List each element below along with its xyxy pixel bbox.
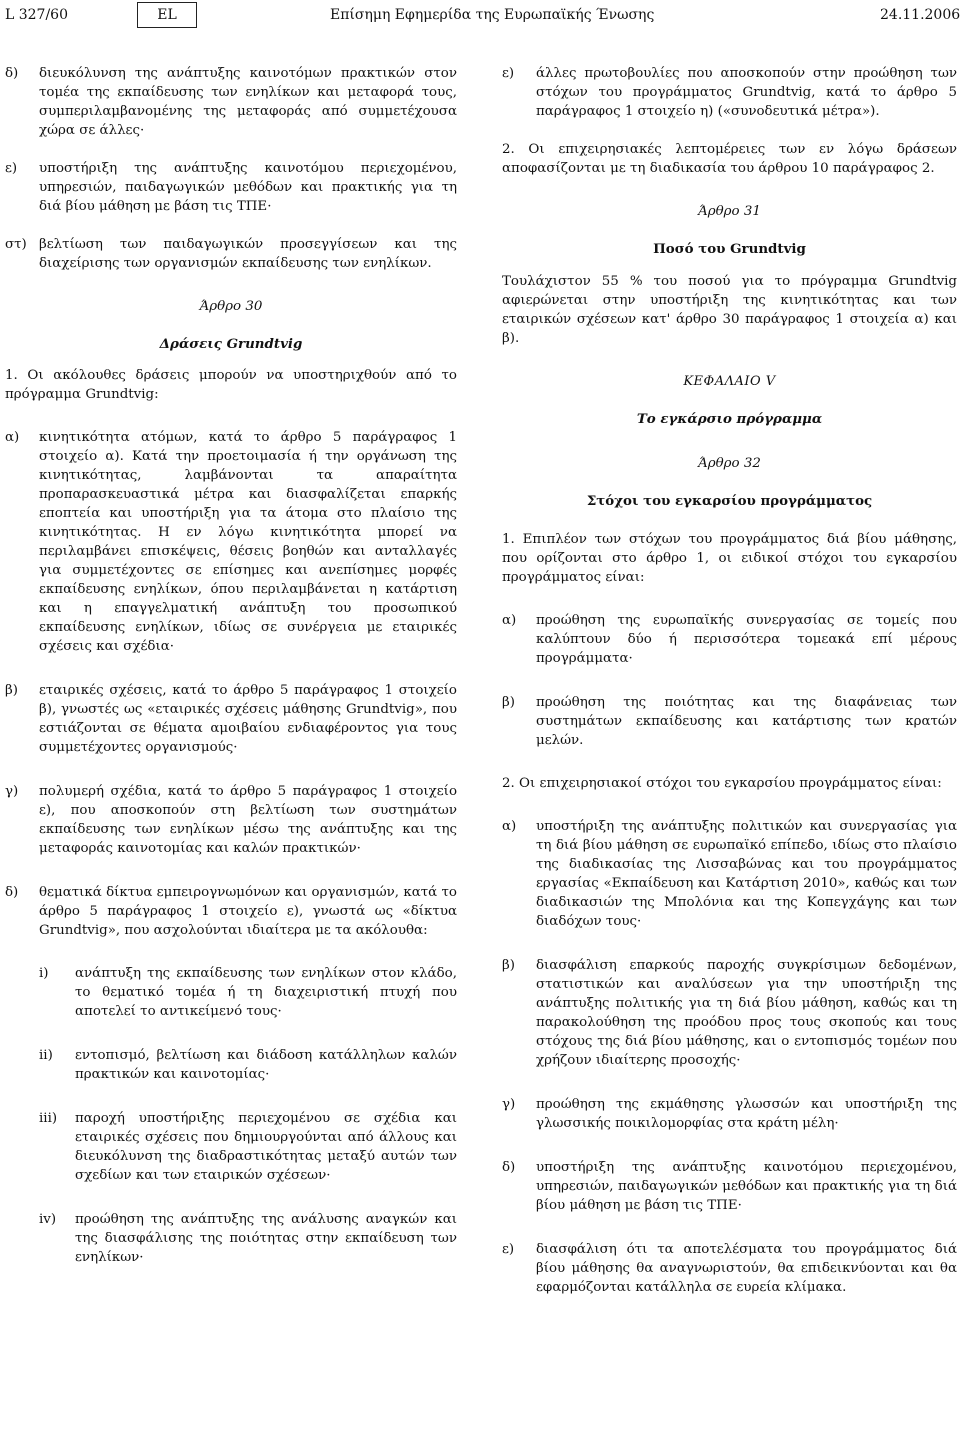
- sub-item-text: παροχή υποστήριξης περιεχομένου σε σχέδια και εταιρικές σχέσεις που δημιουργούνται από άλλους και διευκόλυνση της διαδραστικότητας μεταξύ αυτών των σχεδίων και των εταιρικών σχέσεων·: [75, 1111, 457, 1183]
- item-text: υποστήριξη της ανάπτυξης καινοτόμου περιεχομένου, υπηρεσιών, παιδαγωγικών μεθόδων και πρακτικής για τη διά βίου μάθηση με βάση τις ΤΠΕ·: [39, 161, 457, 214]
- item-label: δ): [5, 885, 19, 900]
- item-text: διευκόλυνση της ανάπτυξης καινοτόμων πρακτικών στον τομέα της εκπαίδευσης των ενηλίκων και μεταφορά τους, συμπεριλαμβανομένης της μεταφοράς από συμμετέχουσα χώρα σε άλλες·: [39, 66, 457, 138]
- item-label: α): [502, 613, 517, 628]
- article-30-heading: Άρθρο 30: [199, 299, 263, 314]
- item-label: β): [5, 683, 18, 698]
- left-column: [5, 64, 457, 1267]
- paragraph-31: Τουλάχιστον 55 % του ποσού για το πρόγραμμα Grundtvig αφιερώνεται στην υποστήριξη της κινητικότητας και των εταιρικών σχέσεων κατ' άρθρο 30 παράγραφος 1 στοιχεία α) και β).: [502, 274, 957, 346]
- item-text: πολυμερή σχέδια, κατά το άρθρο 5 παράγραφος 1 στοιχείο ε), που αποσκοπούν στη βελτίωση των συστημάτων εκπαίδευσης των ενηλίκων μέσω της ανάπτυξης και της μεταφοράς καινοτομίας και καλών πρακτικών·: [39, 784, 457, 856]
- journal-title: Επίσημη Εφημερίδα της Ευρωπαϊκής Ένωσης: [330, 7, 655, 23]
- item-label: γ): [502, 1097, 516, 1112]
- item-label: β): [502, 958, 515, 973]
- item-label: β): [502, 695, 515, 710]
- chapter-title: Το εγκάρσιο πρόγραμμα: [636, 411, 823, 427]
- article-32-heading: Άρθρο 32: [698, 456, 761, 471]
- item-text: υποστήριξη της ανάπτυξης καινοτόμου περιεχομένου, υπηρεσιών, παιδαγωγικών μεθόδων και πρακτικής για τη διά βίου μάθηση με βάση τις ΤΠΕ·: [536, 1160, 957, 1213]
- item-text: κινητικότητα ατόμων, κατά το άρθρο 5 παράγραφος 1 στοιχείο α). Κατά την προετοιμασία ή την οργάνωση της κινητικότητας, λαμβάνονται τα απαραίτητα προπαρασκευαστικά μέτρα και διασφαλίζεται επαρκής εποπτεία και υποστήριξη για τα άτομα στο πλαίσιο της κινητικότητας. Η εν λόγω κινητικότητα μπορεί να περιλαμβάνει επισκέψεις, θέσεις βοηθών και ανταλλαγές για συμμετέχοντες σε επίσημες και ανεπίσημες μορφές εκπαίδευσης ενηλίκων, όπου περιλαμβάνεται η κατάρτιση και η επαγγελματική ανάπτυξη του προσωπικού εκπαίδευσης ενηλίκων, ιδίως σε συνέργεια με εταιρικές σχέσεις και σχέδια·: [39, 430, 457, 654]
- paragraph-30-1: 1. Οι ακόλουθες δράσεις μπορούν να υποστηριχθούν από το πρόγραμμα Grundtvig:: [5, 368, 457, 402]
- list-item-e2: [502, 1240, 957, 1297]
- list-item-d2: [5, 883, 457, 940]
- article-30-title: Δράσεις Grundtvig: [159, 336, 303, 352]
- list-item-e: [5, 159, 457, 216]
- item-text: βελτίωση των παιδαγωγικών προσεγγίσεων και της διαχείρισης των οργανισμών εκπαίδευσης των ενηλίκων.: [39, 237, 457, 271]
- item-text: προώθηση της ποιότητας και της διαφάνειας των συστημάτων εκπαίδευσης και κατάρτισης των κρατών μελών.: [536, 695, 957, 748]
- sub-item-iii: [5, 1109, 457, 1185]
- list-item-a2: [502, 817, 957, 931]
- item-label: α): [5, 430, 20, 445]
- item-text: προώθηση της εκμάθησης γλωσσών και υποστήριξη της γλωσσικής ποικιλομορφίας στα κράτη μέλη·: [536, 1097, 957, 1131]
- sub-item-text: εντοπισμό, βελτίωση και διάδοση κατάλληλων καλών πρακτικών και καινοτομίας·: [75, 1048, 457, 1082]
- item-label: α): [502, 819, 517, 834]
- list-item-a: [5, 428, 457, 656]
- article-32-title: Στόχοι του εγκαρσίου προγράμματος: [586, 493, 873, 509]
- sub-item-label: i): [39, 966, 49, 981]
- item-text: διασφάλιση επαρκούς παροχής συγκρίσιμων δεδομένων, στατιστικών και αναλύσεων για την υποστήριξη της ανάπτυξης πολιτικής για τη διά βίου μάθηση, καθώς και τη παρακολούθηση της προόδου προς τους σκοπούς και τους στόχους της διά βίου μάθησης, και ο εντοπισμός τομέων που χρήζουν ιδιαίτερης προσοχής·: [536, 958, 957, 1068]
- sub-item-i: [5, 964, 457, 1021]
- list-item-d2: [502, 1158, 957, 1215]
- publication-date: 24.11.2006: [880, 7, 960, 23]
- list-item-b2: [502, 956, 957, 1070]
- list-item-e: [502, 64, 957, 121]
- sub-item-text: ανάπτυξη της εκπαίδευσης των ενηλίκων στον κλάδο, το θεματικό τομέα ή τη διαχειριστική πτυχή που αποτελεί το αντικείμενό τους·: [75, 966, 457, 1019]
- sub-item-label: iii): [39, 1111, 58, 1126]
- sub-item-iv: [5, 1210, 457, 1267]
- list-item-b1: [502, 693, 957, 750]
- item-label: στ): [5, 237, 27, 252]
- item-text: διασφάλιση ότι τα αποτελέσματα του προγράμματος διά βίου μάθησης θα αναγνωριστούν, θα επιδεικνύονται και θα εφαρμόζονται κατάλληλα σε ευρεία κλίμακα.: [536, 1242, 957, 1295]
- item-text: υποστήριξη της ανάπτυξης πολιτικών και συνεργασίας για τη διά βίου μάθηση σε ευρωπαϊκό επίπεδο, ιδίως στο πλαίσιο της διαδικασίας της Λισσαβώνας και του προγράμματος εργασίας «Εκπαίδευση και Κατάρτιση 2010», καθώς και των διαδικασιών της Μπολόνια και της Κοπεγχάγης και των διαδόχων τους·: [536, 819, 957, 929]
- item-label: γ): [5, 784, 19, 799]
- paragraph-32-2: 2. Οι επιχειρησιακοί στόχοι του εγκαρσίου προγράμματος είναι:: [502, 776, 942, 791]
- list-item-st: [5, 235, 457, 273]
- list-item-b: [5, 681, 457, 757]
- list-item-a1: [502, 611, 957, 668]
- item-label: δ): [5, 66, 19, 81]
- language-box: EL: [137, 2, 197, 28]
- list-item-g: [5, 782, 457, 858]
- list-item-d: [5, 64, 457, 140]
- item-label: δ): [502, 1160, 516, 1175]
- page-header: [0, 0, 960, 30]
- chapter-heading: ΚΕΦΑΛΑΙΟ V: [683, 374, 776, 389]
- article-31-title: Ποσό του Grundtvig: [653, 241, 806, 257]
- page-number: L 327/60: [5, 7, 68, 23]
- item-text: εταιρικές σχέσεις, κατά το άρθρο 5 παράγραφος 1 στοιχείο β), γνωστές ως «εταιρικές σχέσεις μάθησης Grundtvig», που εστιάζονται σε θέματα αμοιβαίου ενδιαφέροντος για τους συμμετέχοντες οργανισμούς·: [39, 683, 457, 755]
- item-text: προώθηση της ευρωπαϊκής συνεργασίας σε τομείς που καλύπτουν δύο ή περισσότερα τομεακά επί μέρους προγράμματα·: [536, 613, 957, 666]
- paragraph-30-2: 2. Οι επιχειρησιακές λεπτομέρειες των εν λόγω δράσεων αποφασίζονται με τη διαδικασία του άρθρου 10 παράγραφος 2.: [502, 142, 957, 176]
- article-31-heading: Άρθρο 31: [698, 204, 761, 219]
- paragraph-32-1: 1. Επιπλέον των στόχων του προγράμματος διά βίου μάθησης, που ορίζονται στο άρθρο 1, οι ειδικοί στόχοι του εγκαρσίου προγράμματος είναι:: [502, 532, 957, 585]
- sub-item-text: προώθηση της ανάπτυξης της ανάλυσης αναγκών και της διασφάλισης της ποιότητας στην εκπαίδευση των ενηλίκων·: [75, 1212, 457, 1265]
- item-label: ε): [502, 66, 515, 81]
- sub-item-label: ii): [39, 1048, 53, 1063]
- list-item-g2: [502, 1095, 957, 1133]
- item-label: ε): [5, 161, 18, 176]
- sub-item-ii: [5, 1046, 457, 1084]
- item-label: ε): [502, 1242, 515, 1257]
- item-text: άλλες πρωτοβουλίες που αποσκοπούν στην προώθηση των στόχων του προγράμματος Grundtvig, κατά το άρθρο 5 παράγραφος 1 στοιχείο η) («συνοδευτικά μέτρα»).: [536, 66, 957, 119]
- item-text: θεματικά δίκτυα εμπειρογνωμόνων και οργανισμών, κατά το άρθρο 5 παράγραφος 1 στοιχείο ε), γνωστά ως «δίκτυα Grundtvig», που ασχολούνται ιδιαίτερα με τα ακόλουθα:: [39, 885, 457, 938]
- right-column: [502, 64, 957, 1297]
- sub-item-label: iv): [39, 1212, 57, 1227]
